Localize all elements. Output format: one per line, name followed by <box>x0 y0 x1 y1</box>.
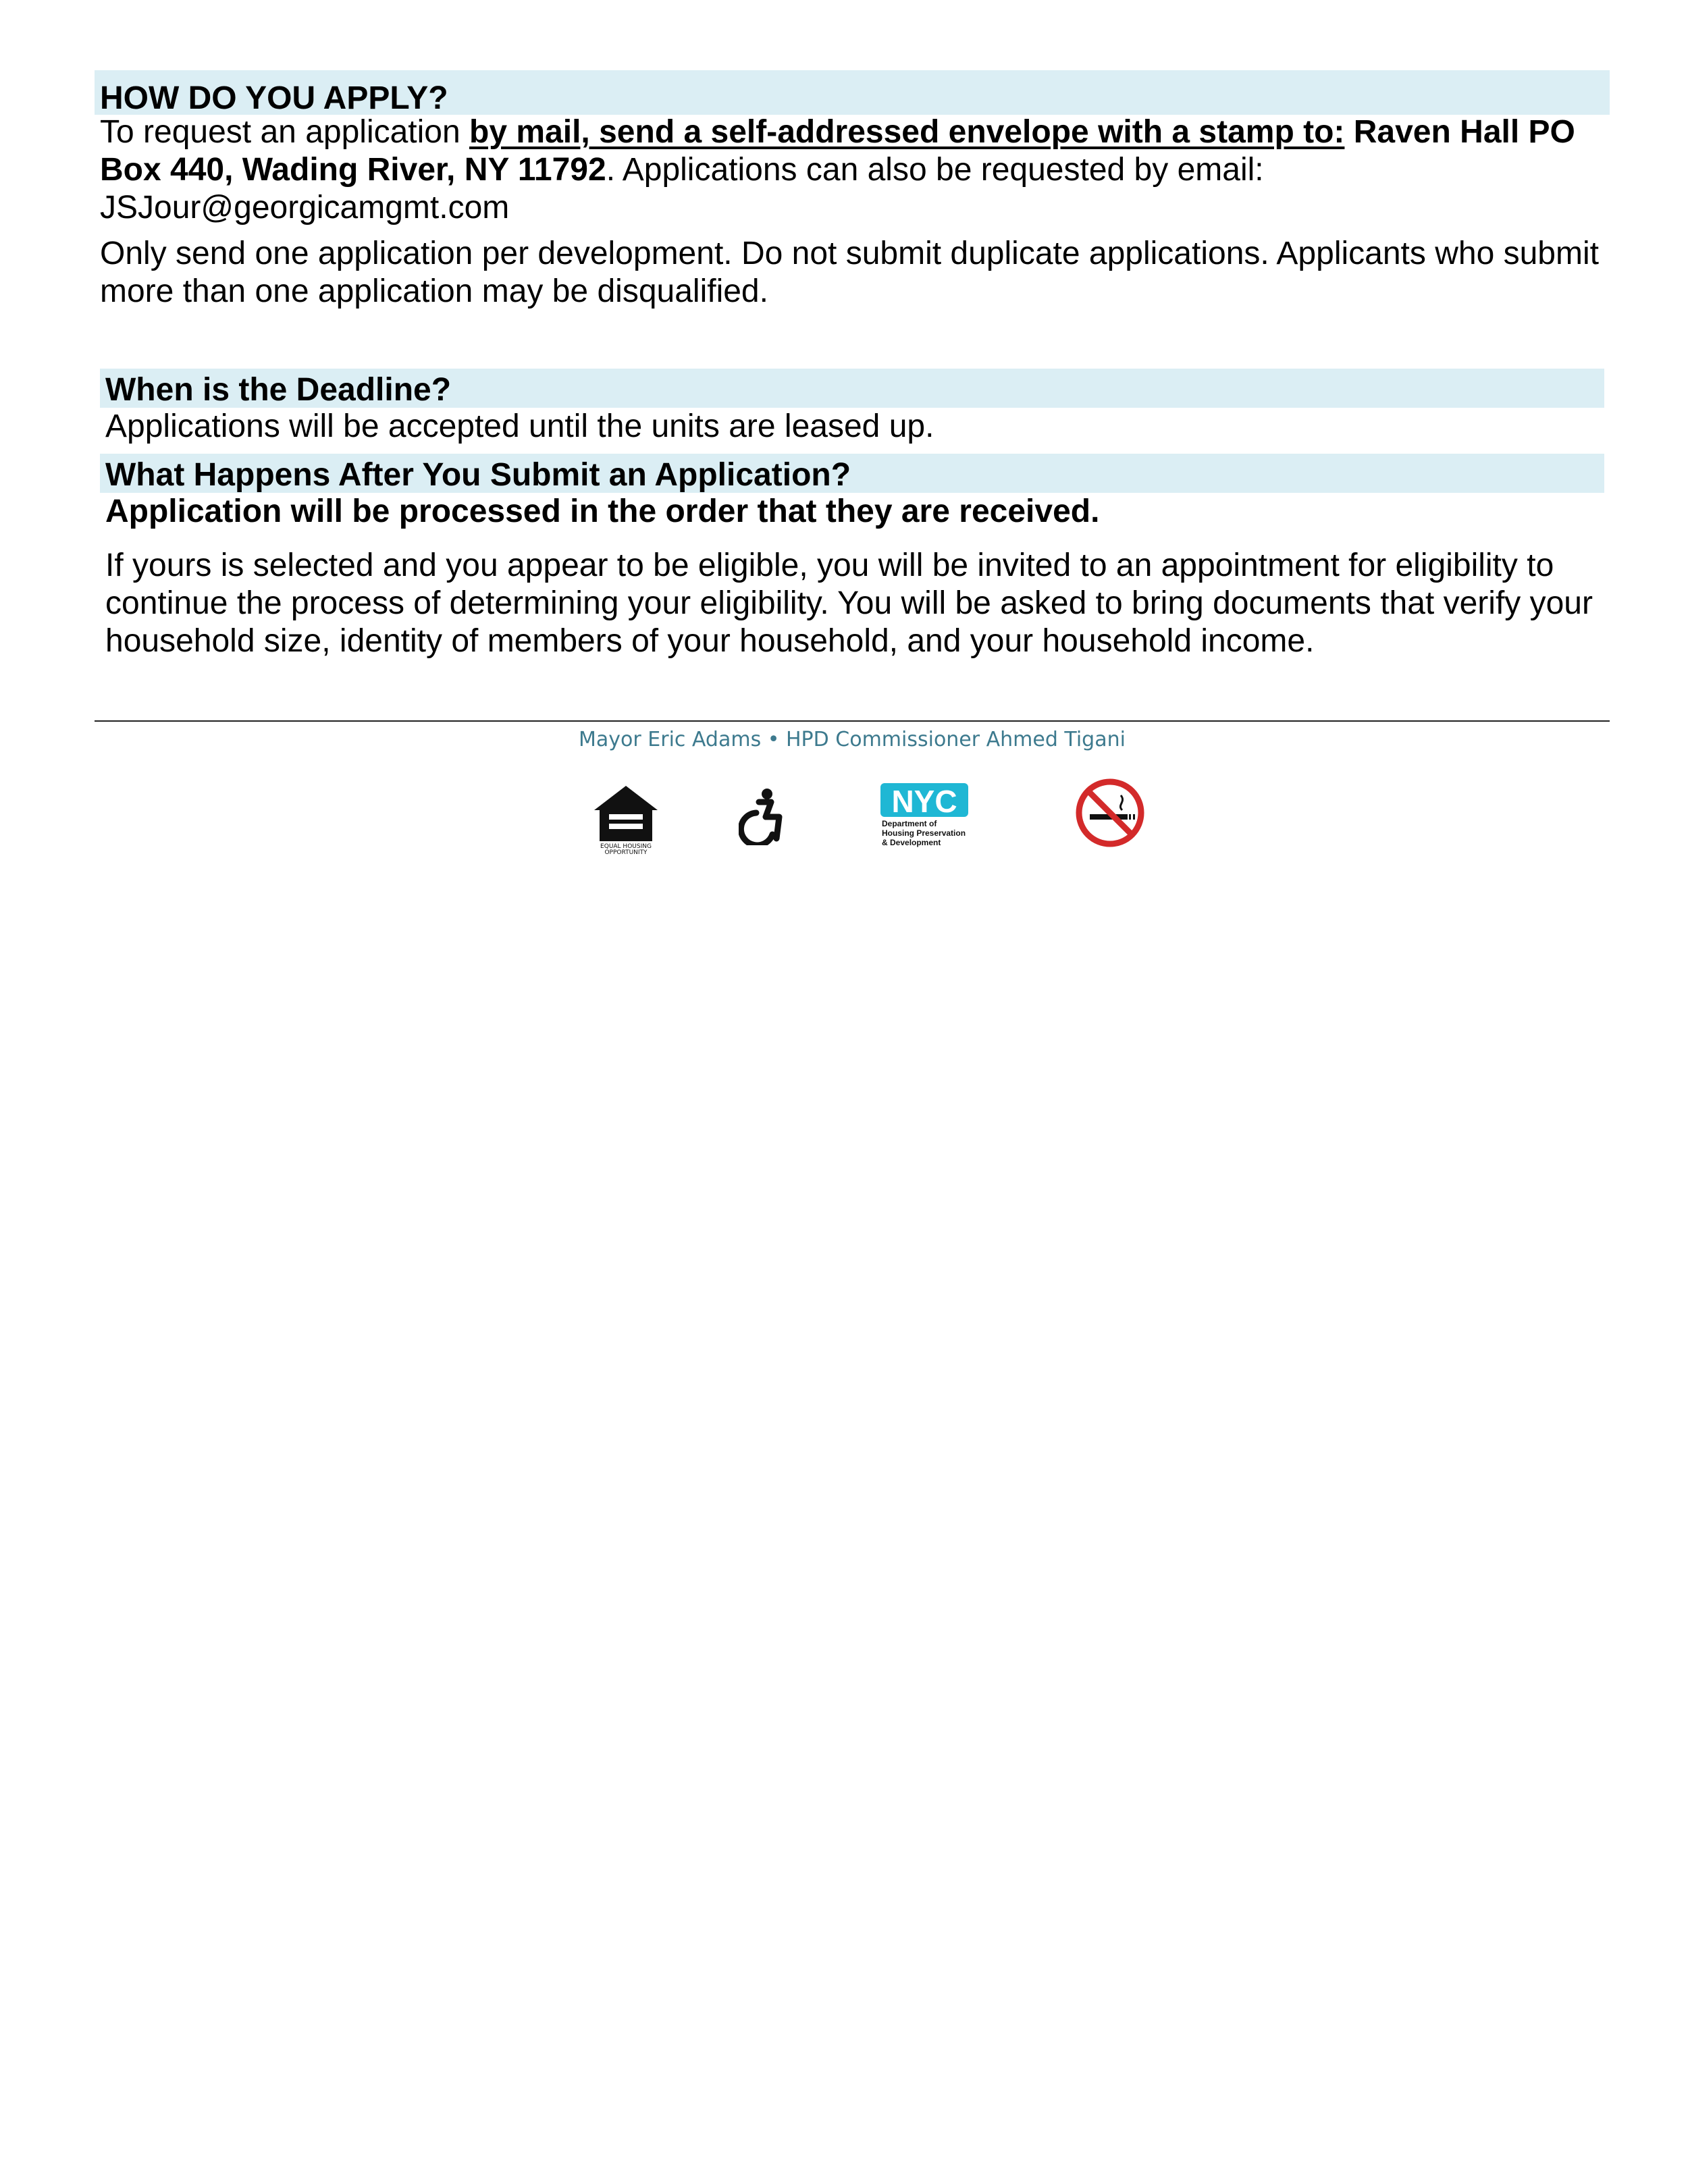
deadline-heading: When is the Deadline? <box>100 369 1604 408</box>
duplicate-warning: Only send one application per development. Do not submit duplicate applications. Applicants who submit more than one application may be disqualified. <box>100 236 1599 309</box>
nyc-logo-text: NYC <box>891 784 957 819</box>
how-to-apply-heading: HOW DO YOU APPLY? <box>95 70 1610 115</box>
footer-divider <box>95 720 1610 722</box>
how-to-apply-section <box>95 70 1610 311</box>
mail-instructions: by mail, send a self-addressed envelope with a stamp to: <box>469 114 1345 150</box>
hpd-line-1: Department of <box>882 819 937 828</box>
footer-credit: Mayor Eric Adams • HPD Commissioner Ahmed Tigani <box>579 728 1126 751</box>
wheelchair-accessibility-icon <box>739 787 786 845</box>
nyc-hpd-logo <box>880 783 995 851</box>
no-smoking-icon <box>1075 778 1145 848</box>
email-instructions: . Applications can also be requested by email: JSJour@georgicamgmt.com <box>100 152 1264 225</box>
apply-intro: To request an application <box>100 114 470 150</box>
apply-instructions <box>95 113 1610 227</box>
eligibility-text: If yours is selected and you appear to be eligible, you will be invited to an appointment for eligibility to continue the process of determining your eligibility. You will be asked to bring documents that verify your household size, identity of members of your household, and your household income. <box>105 548 1593 659</box>
equal-housing-label-1: EQUAL HOUSING <box>600 843 652 850</box>
equal-housing-label-2: OPPORTUNITY <box>604 849 648 855</box>
processing-order-text: Application will be processed in the order that they are received. <box>105 494 1100 529</box>
after-submit-heading: What Happens After You Submit an Application? <box>100 454 1604 493</box>
deadline-text: Applications will be accepted until the units are leased up. <box>105 408 934 444</box>
mailing-address: Raven Hall PO Box 440, Wading River, NY 11792 <box>100 114 1575 188</box>
hpd-line-2: Housing Preservation <box>882 828 966 838</box>
deadline-section <box>100 369 1604 660</box>
hpd-line-3: & Development <box>882 838 941 847</box>
equal-housing-icon <box>589 783 663 855</box>
